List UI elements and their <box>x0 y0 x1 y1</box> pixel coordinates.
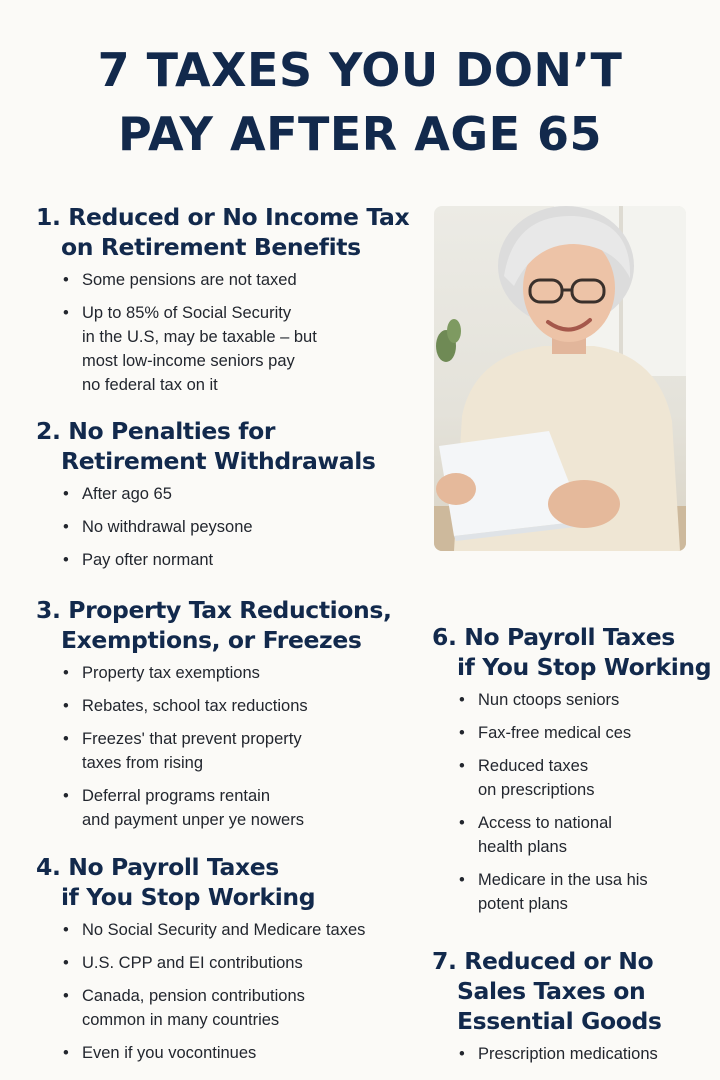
list-item: • Deferral programs rentain and payment unper ye nowers <box>63 784 392 832</box>
list-item: • Some pensions are not taxed <box>63 268 409 292</box>
title-line-2: PAY AFTER AGE 65 <box>117 107 603 161</box>
list-item: • Reduced taxes on prescriptions <box>459 754 711 802</box>
section-1-heading: 1. Reduced or No Income Tax on Retirement Benefits <box>36 203 410 261</box>
section-4-heading: 4. No Payroll Taxes if You Stop Working <box>36 853 316 911</box>
section-2-heading: 2. No Penalties for Retirement Withdrawals <box>36 417 376 475</box>
section-3-heading: 3. Property Tax Reductions, Exemptions, or Freezes <box>36 596 392 654</box>
section-4-list <box>36 918 365 1065</box>
section-2 <box>36 416 375 581</box>
page-title <box>0 38 720 166</box>
list-item: • Medicare in the usa his potent plans <box>459 868 711 916</box>
section-6-heading: 6. No Payroll Taxes if You Stop Working <box>432 623 712 681</box>
list-item: • No withdrawal peysone <box>63 515 375 539</box>
list-item: • Canada, pension contributions common in many countries <box>63 984 365 1032</box>
list-item: • Fax-free medical ces <box>459 721 711 745</box>
section-4 <box>36 852 365 1074</box>
list-item: • Rebates, school tax reductions <box>63 694 392 718</box>
title-line-1: 7 TAXES YOU DON’T <box>97 43 623 97</box>
list-item: • Even if you vocontinues <box>63 1041 365 1065</box>
section-1-list <box>36 268 409 397</box>
senior-woman-photo <box>434 206 686 551</box>
list-item: • Freezes' that prevent property taxes from rising <box>63 727 392 775</box>
list-item: • Pay ofter normant <box>63 548 375 572</box>
list-item: • After ago 65 <box>63 482 375 506</box>
section-7 <box>432 946 661 1075</box>
list-item: • Prescription medications <box>459 1042 661 1066</box>
section-2-list <box>36 482 375 572</box>
section-1 <box>36 202 409 406</box>
list-item: • No Social Security and Medicare taxes <box>63 918 365 942</box>
list-item: • U.S. CPP and EI contributions <box>63 951 365 975</box>
photo-illustration <box>434 206 686 551</box>
list-item: • Access to national health plans <box>459 811 711 859</box>
section-7-heading: 7. Reduced or No Sales Taxes on Essential Goods <box>432 947 662 1035</box>
list-item: • Up to 85% of Social Security in the U.S, may be taxable – but most low-income seniors pay no federal tax on it <box>63 301 409 397</box>
section-3 <box>36 595 392 841</box>
list-item: • Property tax exemptions <box>63 661 392 685</box>
section-3-list <box>36 661 392 832</box>
section-6-list <box>432 688 711 916</box>
section-7-list <box>432 1042 661 1066</box>
section-6 <box>432 622 711 925</box>
list-item: • Nun ctoops seniors <box>459 688 711 712</box>
